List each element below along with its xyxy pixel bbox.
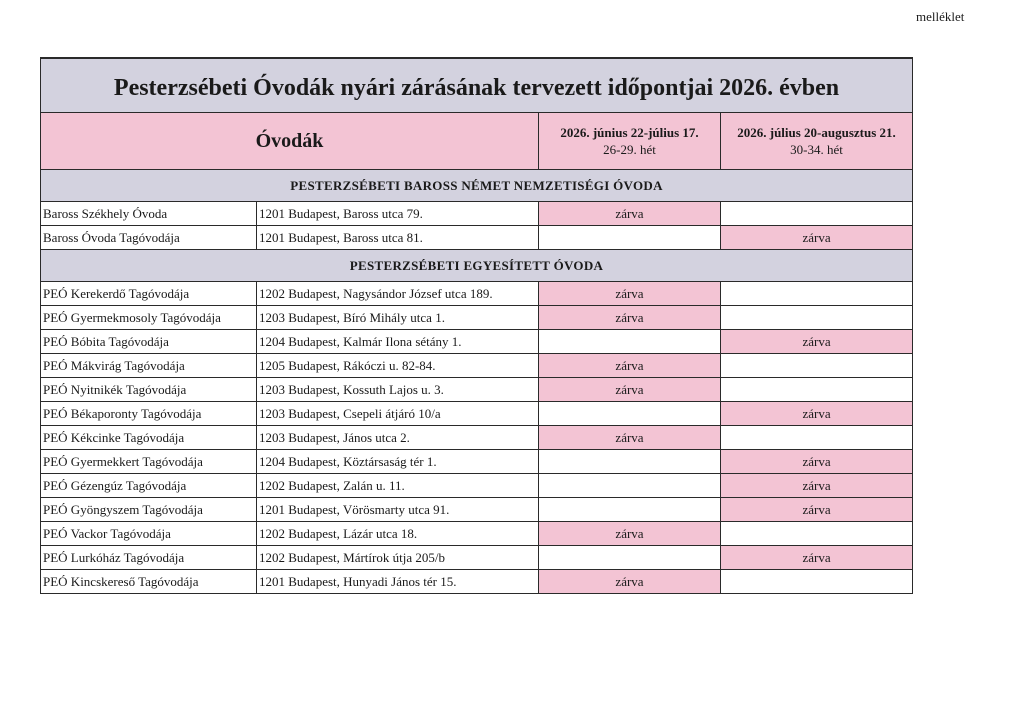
period2-status [721,426,913,450]
kindergarten-address: 1202 Budapest, Nagysándor József utca 189. [257,282,539,306]
period1-status [539,402,721,426]
kindergarten-name: PEÓ Gézengúz Tagóvodája [41,474,257,498]
kindergarten-address: 1203 Budapest, Kossuth Lajos u. 3. [257,378,539,402]
section-title: PESTERZSÉBETI BAROSS NÉMET NEMZETISÉGI ÓVODA [41,170,913,202]
kindergarten-name: PEÓ Kékcinke Tagóvodája [41,426,257,450]
period1-dates: 2026. június 22-július 17. [560,125,699,140]
kindergarten-name: PEÓ Vackor Tagóvodája [41,522,257,546]
period2-status [721,354,913,378]
period2-status [721,306,913,330]
period1-status: zárva [539,378,721,402]
kindergarten-name: PEÓ Nyitnikék Tagóvodája [41,378,257,402]
kindergarten-row [41,306,913,330]
kindergarten-row [41,450,913,474]
kindergarten-name: PEÓ Kincskereső Tagóvodája [41,570,257,594]
kindergarten-row [41,546,913,570]
kindergarten-address: 1201 Budapest, Hunyadi János tér 15. [257,570,539,594]
kindergarten-row [41,202,913,226]
kindergarten-row [41,426,913,450]
period1-status: zárva [539,202,721,226]
period2-status: zárva [721,474,913,498]
kindergarten-name: Baross Székhely Óvoda [41,202,257,226]
period1-status [539,474,721,498]
period2-status: zárva [721,546,913,570]
kindergarten-row [41,498,913,522]
kindergarten-address: 1203 Budapest, Bíró Mihály utca 1. [257,306,539,330]
period2-status: zárva [721,450,913,474]
period2-status [721,202,913,226]
period2-status [721,378,913,402]
period2-status: zárva [721,402,913,426]
period1-status: zárva [539,282,721,306]
kindergarten-address: 1204 Budapest, Köztársaság tér 1. [257,450,539,474]
period1-status [539,498,721,522]
kindergarten-name: PEÓ Gyöngyszem Tagóvodája [41,498,257,522]
kindergarten-address: 1201 Budapest, Baross utca 79. [257,202,539,226]
annex-label: melléklet [916,9,965,24]
kindergarten-row [41,402,913,426]
period1-status: zárva [539,426,721,450]
document-title: Pesterzsébeti Óvodák nyári zárásának tervezett időpontjai 2026. évben [41,58,913,113]
kindergarten-address: 1202 Budapest, Zalán u. 11. [257,474,539,498]
kindergarten-address: 1204 Budapest, Kalmár Ilona sétány 1. [257,330,539,354]
period1-header [539,113,721,170]
period2-status: zárva [721,498,913,522]
period2-weeks: 30-34. hét [790,142,843,157]
period2-header [721,113,913,170]
kindergarten-name: PEÓ Gyermekmosoly Tagóvodája [41,306,257,330]
title-row [41,58,913,113]
kindergarten-address: 1205 Budapest, Rákóczi u. 82-84. [257,354,539,378]
column-header-row [41,113,913,170]
section-row [41,170,913,202]
period1-status [539,546,721,570]
period2-status [721,522,913,546]
period1-status [539,450,721,474]
kindergarten-address: 1202 Budapest, Lázár utca 18. [257,522,539,546]
period1-status: zárva [539,570,721,594]
period1-status: zárva [539,522,721,546]
closure-schedule-table [40,57,913,594]
kindergartens-header: Óvodák [41,113,539,170]
period2-dates: 2026. július 20-augusztus 21. [737,125,896,140]
kindergarten-name: PEÓ Bóbita Tagóvodája [41,330,257,354]
period1-status: zárva [539,306,721,330]
kindergarten-row [41,354,913,378]
kindergarten-row [41,474,913,498]
kindergarten-address: 1201 Budapest, Vörösmarty utca 91. [257,498,539,522]
period2-status: zárva [721,330,913,354]
period1-weeks: 26-29. hét [603,142,656,157]
kindergarten-name: PEÓ Gyermekkert Tagóvodája [41,450,257,474]
period1-status: zárva [539,354,721,378]
period2-status [721,570,913,594]
section-title: PESTERZSÉBETI EGYESÍTETT ÓVODA [41,250,913,282]
kindergarten-row [41,226,913,250]
kindergarten-address: 1202 Budapest, Mártírok útja 205/b [257,546,539,570]
kindergarten-address: 1201 Budapest, Baross utca 81. [257,226,539,250]
period1-status [539,330,721,354]
kindergarten-address: 1203 Budapest, János utca 2. [257,426,539,450]
kindergarten-row [41,282,913,306]
kindergarten-row [41,522,913,546]
kindergarten-name: Baross Óvoda Tagóvodája [41,226,257,250]
kindergarten-address: 1203 Budapest, Csepeli átjáró 10/a [257,402,539,426]
period2-status [721,282,913,306]
kindergarten-row [41,330,913,354]
kindergarten-row [41,378,913,402]
period2-status: zárva [721,226,913,250]
period1-status [539,226,721,250]
section-row [41,250,913,282]
kindergarten-name: PEÓ Lurkóház Tagóvodája [41,546,257,570]
kindergarten-name: PEÓ Mákvirág Tagóvodája [41,354,257,378]
kindergarten-row [41,570,913,594]
kindergarten-name: PEÓ Békaporonty Tagóvodája [41,402,257,426]
kindergarten-name: PEÓ Kerekerdő Tagóvodája [41,282,257,306]
